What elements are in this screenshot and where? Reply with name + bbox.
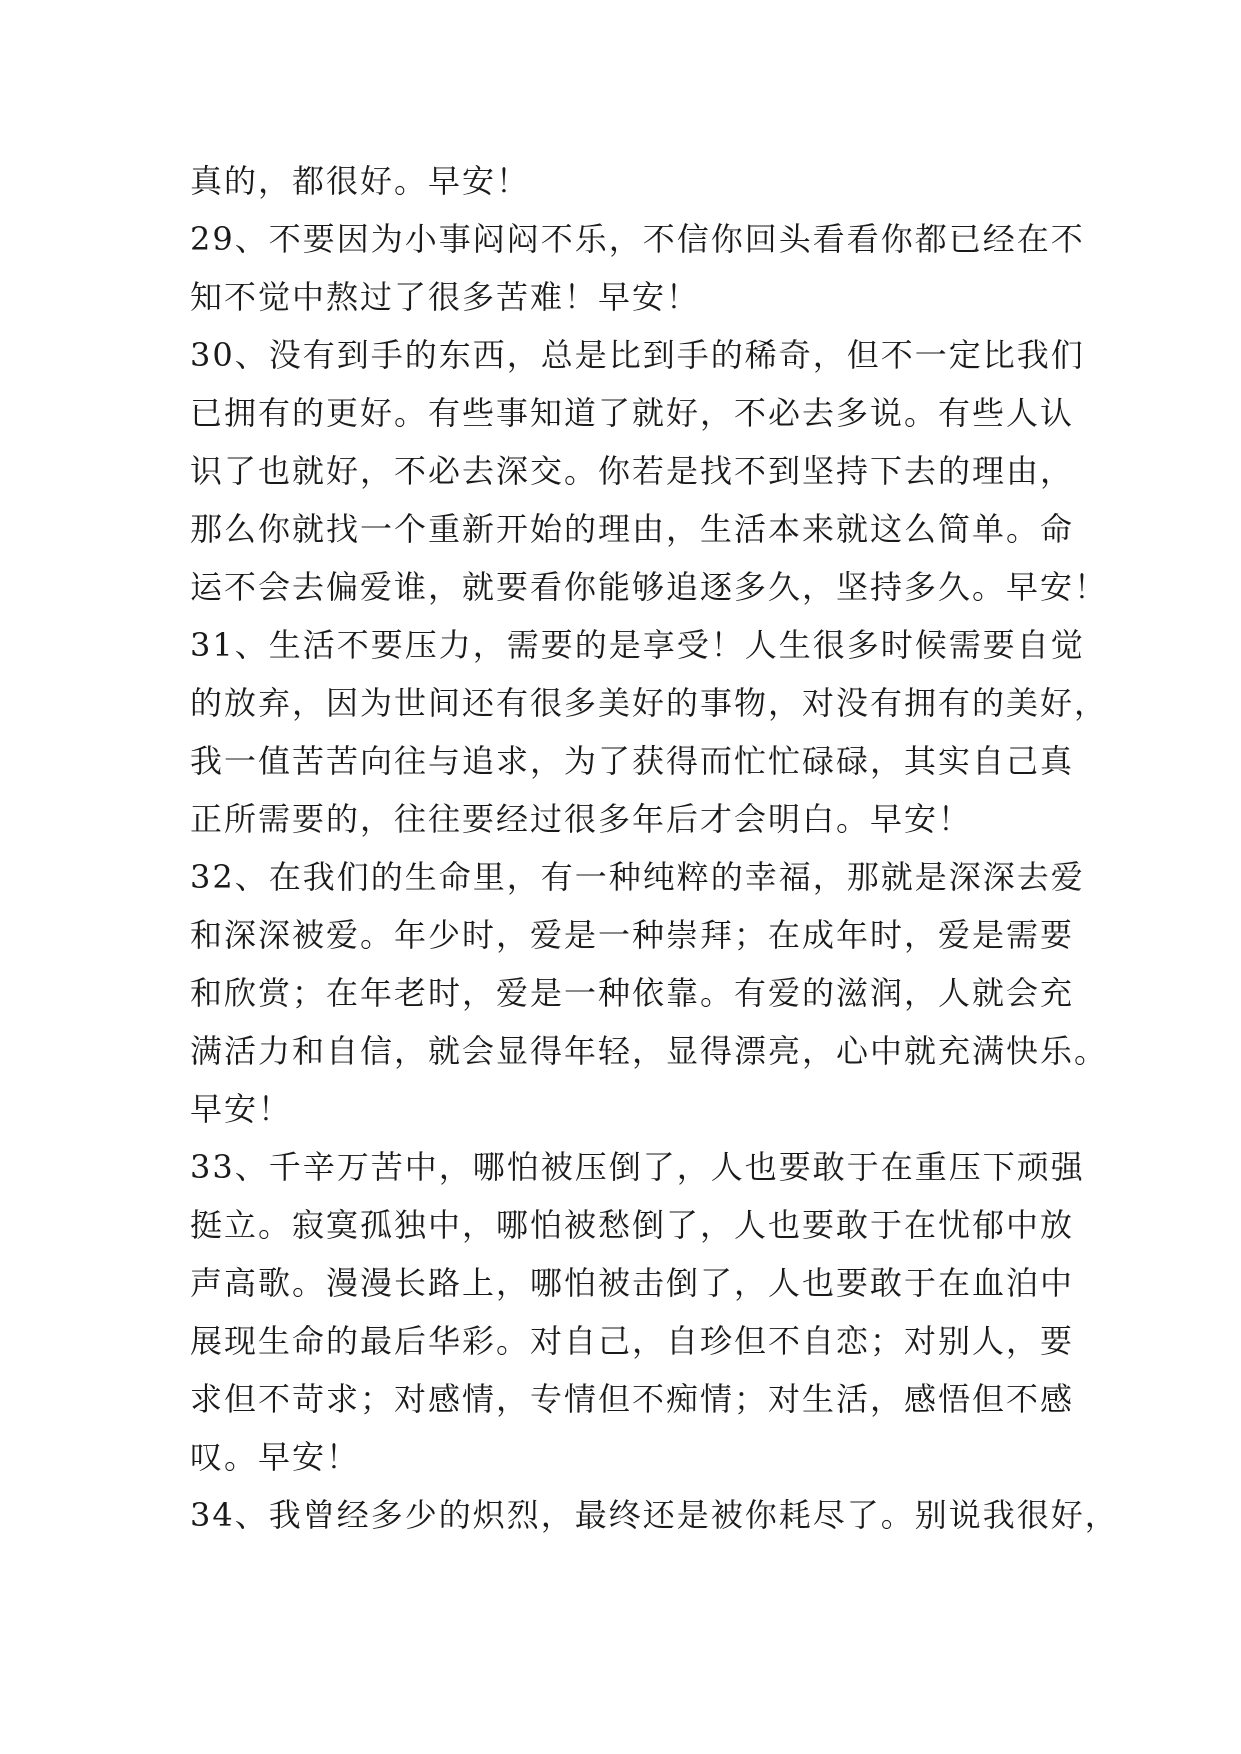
text-line: 30、没有到手的东西，总是比到手的稀奇，但不一定比我们 [190, 336, 1085, 374]
text-line: 运不会去偏爱谁，就要看你能够追逐多久，坚持多久。早安！ [190, 568, 1109, 606]
text-line: 的放弃，因为世间还有很多美好的事物，对没有拥有的美好， [190, 684, 1109, 722]
text-line: 挺立。寂寞孤独中，哪怕被愁倒了，人也要敢于在忧郁中放 [190, 1206, 1075, 1244]
text-line: 34、我曾经多少的炽烈，最终还是被你耗尽了。别说我很好， [190, 1496, 1119, 1534]
text-line: 知不觉中熬过了很多苦难！早安！ [190, 278, 701, 316]
text-line: 叹。早安！ [190, 1438, 361, 1476]
document-body [190, 152, 1119, 1544]
text-line: 29、不要因为小事闷闷不乐，不信你回头看看你都已经在不 [190, 220, 1085, 258]
text-line: 展现生命的最后华彩。对自己，自珍但不自恋；对别人，要 [190, 1322, 1075, 1360]
text-line: 真的，都很好。早安！ [190, 162, 531, 200]
text-line: 求但不苛求；对感情，专情但不痴情；对生活，感悟但不感 [190, 1380, 1075, 1418]
text-line: 那么你就找一个重新开始的理由，生活本来就这么简单。命 [190, 510, 1075, 548]
text-line: 和深深被爱。年少时，爱是一种崇拜；在成年时，爱是需要 [190, 916, 1075, 954]
text-line: 和欣赏；在年老时，爱是一种依靠。有爱的滋润，人就会充 [190, 974, 1075, 1012]
text-line: 正所需要的，往往要经过很多年后才会明白。早安！ [190, 800, 973, 838]
text-line: 我一值苦苦向往与追求，为了获得而忙忙碌碌，其实自己真 [190, 742, 1075, 780]
text-line: 33、千辛万苦中，哪怕被压倒了，人也要敢于在重压下顽强 [190, 1148, 1085, 1186]
text-line: 早安！ [190, 1090, 293, 1128]
text-line: 已拥有的更好。有些事知道了就好，不必去多说。有些人认 [190, 394, 1075, 432]
text-line: 31、生活不要压力，需要的是享受！人生很多时候需要自觉 [190, 626, 1085, 664]
text-line: 声高歌。漫漫长路上，哪怕被击倒了，人也要敢于在血泊中 [190, 1264, 1075, 1302]
text-line: 32、在我们的生命里，有一种纯粹的幸福，那就是深深去爱 [190, 858, 1085, 896]
text-line: 满活力和自信，就会显得年轻，显得漂亮，心中就充满快乐。 [190, 1032, 1109, 1070]
text-line: 识了也就好，不必去深交。你若是找不到坚持下去的理由， [190, 452, 1075, 490]
